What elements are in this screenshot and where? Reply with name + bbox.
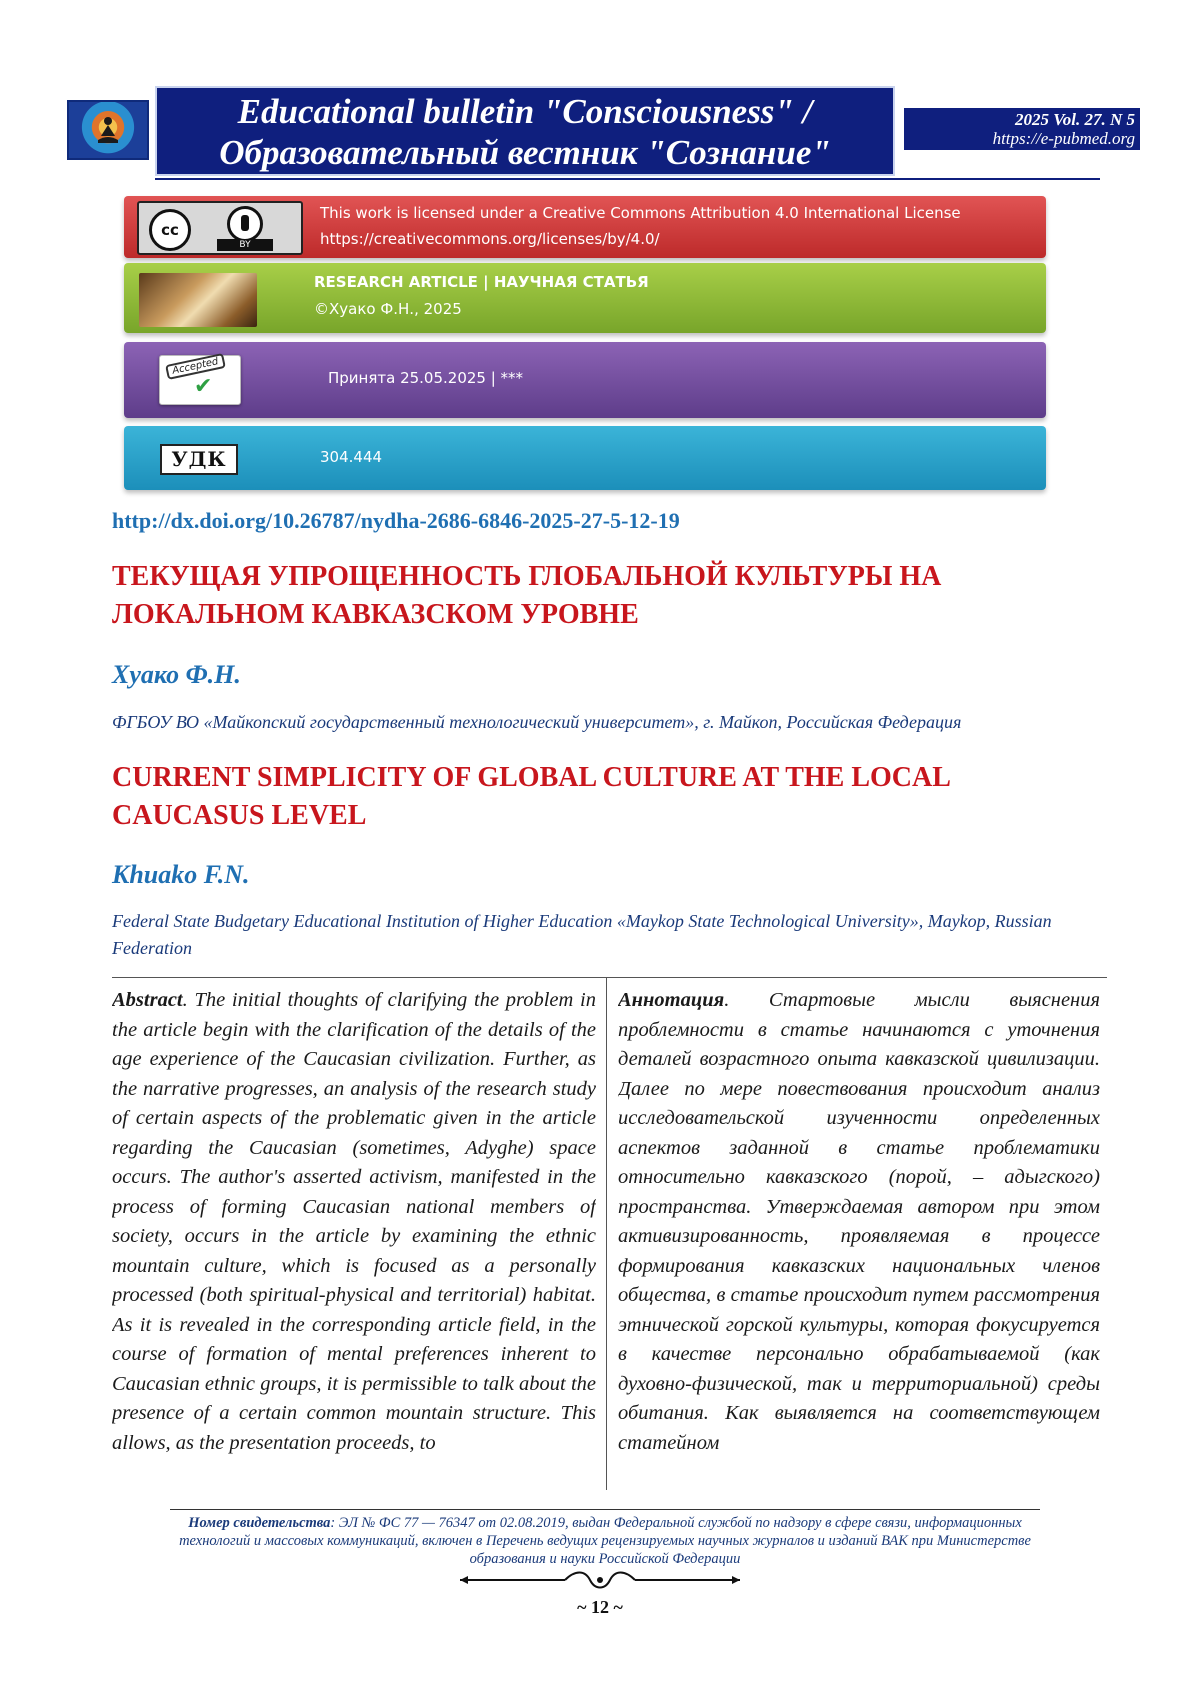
udk-label: УДК bbox=[160, 444, 238, 475]
website-link[interactable]: https://e-pubmed.org bbox=[992, 129, 1135, 148]
article-title-ru: ТЕКУЩАЯ УПРОЩЕННОСТЬ ГЛОБАЛЬНОЙ КУЛЬТУРЫ НА ЛОКАЛЬНОМ КАВКАЗСКОМ УРОВНЕ bbox=[112, 561, 942, 630]
abstract-ru-text: . Стартовые мысли выяснения проблемности в статье начинаются с уточнения деталей возрастного опыта кавказской цивилизации. Далее по мере повествования происходит анализ исследовательской изученности определенных аспектов заданной в статье проблематики относительно кавказского (порой, – адыгского) пространства. Утверждаемая автором при этом активизированность, проявляемая в процессе формирования кавказских национальных членов общества, в статье происходит путем рассмотрения этнической горской культуры, которая фокусируется в качестве персонально обрабатываемой (как духовно-физической, так и территориальной) среды обитания. Как выявляется на соответствующем статейном bbox=[618, 989, 1100, 1454]
license-url[interactable]: https://creativecommons.org/licenses/by/4.0/ bbox=[320, 230, 660, 248]
attribution-person-icon bbox=[227, 206, 263, 242]
abstract-ru bbox=[618, 986, 1100, 1486]
journal-title-en: Educational bulletin "Consciousness" / bbox=[237, 92, 813, 131]
cc-by-badge[interactable] bbox=[137, 201, 303, 255]
journal-title-banner bbox=[155, 86, 895, 176]
journal-title-ru: Образовательный вестник "Сознание" bbox=[219, 133, 831, 172]
copyright-line: ©Хуако Ф.Н., 2025 bbox=[314, 300, 462, 318]
doi-link[interactable]: http://dx.doi.org/10.26787/nydha-2686-6846-2025-27-5-12-19 bbox=[112, 508, 680, 533]
footer-rule bbox=[170, 1509, 1040, 1510]
ornament-divider-icon bbox=[460, 1570, 740, 1590]
affiliation-en: Federal State Budgetary Educational Institution of Higher Education «Maykop State Technological University», Maykop, Russian Federation bbox=[112, 911, 1052, 958]
accepted-stamp: Accepted bbox=[165, 353, 226, 380]
registration-label: Номер свидетельства bbox=[188, 1515, 331, 1531]
column-divider bbox=[606, 978, 607, 1490]
by-label: BY bbox=[217, 239, 273, 251]
license-text: This work is licensed under a Creative Commons Attribution 4.0 International License bbox=[320, 204, 961, 222]
affiliation-ru: ФГБОУ ВО «Майкопский государственный технологический университет», г. Майкоп, Российская Федерация bbox=[112, 712, 962, 732]
volume-box bbox=[904, 108, 1140, 150]
accepted-ribbon bbox=[124, 342, 1046, 418]
accepted-date: Принята 25.05.2025 | *** bbox=[328, 369, 524, 387]
author-ru: Хуако Ф.Н. bbox=[112, 660, 241, 689]
creative-commons-icon: cc bbox=[149, 209, 191, 251]
registration-text: : ЭЛ № ФС 77 — 76347 от 02.08.2019, выдан Федеральной службой по надзору в сфере связи, информационных технологий и массовых коммуникаций, включен в Перечень ведущих рецензируемых научных журналов и изданий ВАК при Министерстве образования и науки Российской Федерации bbox=[179, 1515, 1031, 1567]
author-en: Khuako F.N. bbox=[112, 860, 250, 889]
header-divider bbox=[155, 178, 1100, 180]
article-type-ribbon bbox=[124, 263, 1046, 333]
checkmark-icon: ✔ bbox=[194, 374, 213, 399]
old-books-icon bbox=[139, 273, 257, 327]
registration-note bbox=[160, 1514, 1050, 1568]
page-number: ~ 12 ~ bbox=[577, 1597, 623, 1617]
meditation-figure-icon bbox=[96, 116, 120, 146]
abstract-en bbox=[112, 986, 596, 1486]
volume-label: 2025 Vol. 27. N 5 bbox=[1015, 110, 1135, 129]
license-ribbon bbox=[124, 196, 1046, 258]
article-title-en: CURRENT SIMPLICITY OF GLOBAL CULTURE AT THE LOCAL CAUCASUS LEVEL bbox=[112, 762, 950, 831]
abstract-ru-label: Аннотация bbox=[618, 989, 725, 1011]
abstract-en-text: . The initial thoughts of clarifying the problem in the article begin with the clarification of the details of the age experience of the Caucasian civilization. Further, as the narrative progresses, an analysis of the research study of certain aspects of the problematic given in the article regarding the Caucasian (sometimes, Adyghe) space occurs. The author's asserted activism, manifested in the process of forming Caucasian national members of society, occurs in the article by examining the ethnic mountain culture, which is focused as a personally processed (both spiritual-physical and territorial) habitat. As it is revealed in the corresponding article field, in the course of formation of mental preferences inherent to Caucasian ethnic groups, it is permissible to talk about the presence of a certain common mountain structure. This allows, as the presentation proceeds, to bbox=[112, 989, 596, 1454]
udk-ribbon bbox=[124, 426, 1046, 490]
abstract-top-rule bbox=[112, 977, 1107, 978]
udk-value: 304.444 bbox=[320, 448, 383, 466]
journal-logo bbox=[67, 100, 149, 160]
abstract-en-label: Abstract bbox=[112, 989, 183, 1011]
accepted-envelope-icon bbox=[159, 355, 241, 405]
article-type-label: RESEARCH ARTICLE | НАУЧНАЯ СТАТЬЯ bbox=[314, 273, 649, 291]
